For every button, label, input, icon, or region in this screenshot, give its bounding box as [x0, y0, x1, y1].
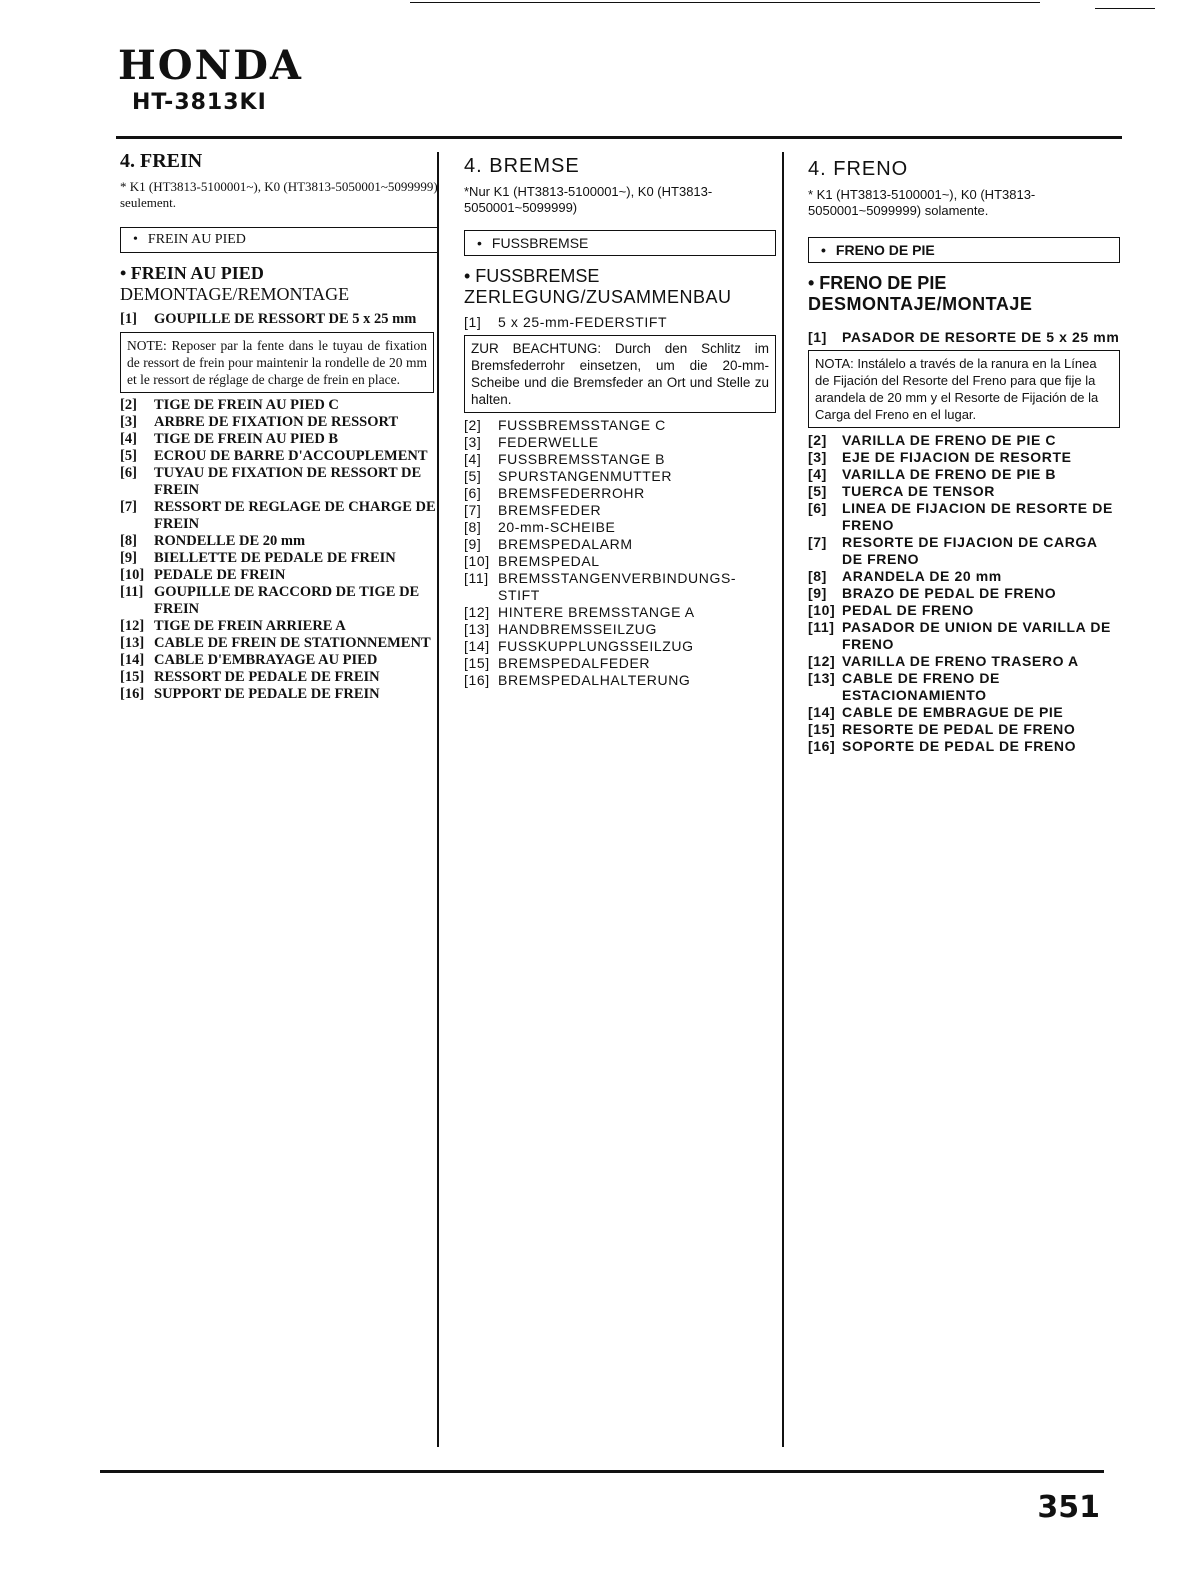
item-text: 5 x 25-mm-FEDERSTIFT [498, 314, 668, 330]
item-number: [14] [464, 638, 490, 654]
first-item-list [808, 329, 1120, 346]
item-text: TUERCA DE TENSOR [842, 483, 995, 499]
column-spanish [808, 158, 1120, 755]
item-text: FEDERWELLE [498, 434, 599, 450]
item-text: CABLE D'EMBRAYAGE AU PIED [154, 652, 378, 668]
list-item [808, 653, 1120, 670]
list-item [120, 567, 438, 584]
item-number: [7] [120, 499, 137, 515]
list-item [120, 652, 438, 669]
subheading: • FUSSBREMSE [464, 266, 600, 286]
item-number: [11] [120, 584, 144, 600]
item-number: [1] [808, 329, 827, 345]
list-item [120, 448, 438, 465]
section-box [120, 227, 438, 253]
subheading-procedure: ZERLEGUNG/ZUSAMMENBAU [464, 287, 732, 307]
item-text: TIGE DE FREIN ARRIERE A [154, 618, 346, 634]
note-box: NOTA: Instálelo a través de la ranura en la Línea de Fijación del Resorte del Freno para que fije la arandela de 20 mm y el Resorte de Fijación de la Carga del Freno en el lugar. [808, 350, 1120, 428]
item-number: [16] [464, 672, 490, 688]
list-item [464, 502, 776, 519]
list-item [120, 465, 438, 499]
item-text: BIELLETTE DE PEDALE DE FREIN [154, 550, 396, 566]
page-number: 351 [1037, 1490, 1100, 1525]
bullet-icon: • [133, 232, 138, 247]
list-item [464, 672, 776, 689]
parts-list [120, 397, 438, 703]
item-number: [15] [464, 655, 490, 671]
first-item-list [464, 314, 776, 331]
item-number: [2] [120, 397, 137, 413]
top-thin-rule [410, 2, 1040, 3]
list-item [808, 329, 1120, 346]
list-item [120, 397, 438, 414]
item-number: [6] [120, 465, 137, 481]
list-item [808, 568, 1120, 585]
item-text: ECROU DE BARRE D'ACCOUPLEMENT [154, 448, 428, 464]
item-text: BREMSPEDALARM [498, 536, 633, 552]
item-number: [11] [808, 619, 835, 635]
item-text: BREMSSTANGENVERBINDUNGS-STIFT [498, 570, 737, 603]
item-number: [14] [808, 704, 836, 720]
list-item [120, 618, 438, 635]
column-german [464, 155, 776, 689]
item-number: [5] [808, 483, 827, 499]
item-text: GOUPILLE DE RESSORT DE 5 x 25 mm [154, 311, 417, 327]
list-item [464, 417, 776, 434]
item-number: [9] [120, 550, 137, 566]
item-number: [13] [120, 635, 145, 651]
box-label: FREIN AU PIED [147, 232, 246, 247]
item-number: [3] [464, 434, 482, 450]
parts-list [808, 432, 1120, 755]
item-text: RESORTE DE FIJACION DE CARGA DE FRENO [842, 534, 1098, 567]
item-text: TUYAU DE FIXATION DE RESSORT DE FREIN [154, 465, 422, 498]
column-divider-2 [782, 152, 784, 1447]
item-text: SPURSTANGENMUTTER [498, 468, 673, 484]
item-text: PASADOR DE RESORTE DE 5 x 25 mm [842, 329, 1120, 345]
item-text: RESSORT DE REGLAGE DE CHARGE DE FREIN [154, 499, 436, 532]
item-text: TIGE DE FREIN AU PIED C [154, 397, 339, 413]
list-item [808, 449, 1120, 466]
item-number: [5] [120, 448, 137, 464]
list-item [464, 570, 776, 604]
bullet-icon: • [477, 235, 482, 251]
item-number: [8] [464, 519, 482, 535]
item-text: VARILLA DE FRENO TRASERO A [842, 653, 1079, 669]
item-text: SUPPORT DE PEDALE DE FREIN [154, 686, 380, 702]
item-text: CABLE DE FRENO DE ESTACIONAMIENTO [842, 670, 1000, 703]
list-item [120, 584, 438, 618]
item-number: [10] [120, 567, 145, 583]
item-text: PASADOR DE UNION DE VARILLA DE FRENO [842, 619, 1111, 652]
subheading-procedure: DEMONTAGE/REMONTAGE [120, 284, 350, 304]
list-item [120, 550, 438, 567]
item-number: [8] [808, 568, 827, 584]
list-item [464, 553, 776, 570]
item-text: ARBRE DE FIXATION DE RESSORT [154, 414, 399, 430]
item-text: HANDBREMSSEILZUG [498, 621, 657, 637]
list-item [464, 434, 776, 451]
list-item [464, 536, 776, 553]
list-item [808, 534, 1120, 568]
top-right-dash [1095, 8, 1155, 9]
item-number: [1] [120, 311, 137, 327]
item-text: GOUPILLE DE RACCORD DE TIGE DE FREIN [154, 584, 420, 617]
item-text: FUSSKUPPLUNGSSEILZUG [498, 638, 694, 654]
list-item [808, 670, 1120, 704]
list-item [464, 485, 776, 502]
subheading: • FRENO DE PIE [808, 273, 947, 293]
list-item [808, 483, 1120, 500]
item-number: [12] [120, 618, 145, 634]
list-item [808, 619, 1120, 653]
list-item [808, 602, 1120, 619]
item-text: BREMSPEDALFEDER [498, 655, 651, 671]
item-number: [14] [120, 652, 145, 668]
subheading: • FREIN AU PIED [120, 263, 264, 283]
model-number: HT-3813KI [132, 90, 267, 115]
parts-list [464, 417, 776, 689]
item-text: BREMSPEDALHALTERUNG [498, 672, 691, 688]
item-text: BREMSPEDAL [498, 553, 600, 569]
box-label: FUSSBREMSE [491, 235, 589, 251]
list-item [120, 669, 438, 686]
item-number: [13] [464, 621, 490, 637]
note-box: ZUR BEACHTUNG: Durch den Schlitz im Bremsfederrohr einsetzen, um die 20-mm-Scheibe und die Bremsfeder an Ort und Stelle zu halten. [464, 335, 776, 413]
item-text: PEDALE DE FREIN [154, 567, 286, 583]
section-box [464, 230, 776, 256]
list-item [464, 604, 776, 621]
item-text: FUSSBREMSSTANGE C [498, 417, 666, 433]
item-number: [15] [808, 721, 836, 737]
list-item [120, 533, 438, 550]
list-item [464, 314, 776, 331]
item-text: SOPORTE DE PEDAL DE FRENO [842, 738, 1077, 754]
list-item [808, 432, 1120, 449]
list-item [464, 519, 776, 536]
item-number: [4] [464, 451, 482, 467]
list-item [464, 638, 776, 655]
subheading-procedure: DESMONTAJE/MONTAJE [808, 294, 1033, 314]
section-title: 4. FREIN [120, 150, 203, 172]
column-french [120, 150, 438, 703]
list-item [808, 585, 1120, 602]
note-box: NOTE: Reposer par la fente dans le tuyau de fixation de ressort de frein pour maintenir la rondelle de 20 mm et le ressort de réglage de charge de frein en place. [120, 332, 434, 393]
item-number: [9] [808, 585, 827, 601]
list-item [464, 621, 776, 638]
item-number: [7] [464, 502, 482, 518]
footer-rule [100, 1470, 1104, 1473]
item-number: [12] [808, 653, 836, 669]
item-text: HINTERE BREMSSTANGE A [498, 604, 695, 620]
section-title: 4. BREMSE [464, 155, 580, 177]
header-rule [116, 136, 1122, 139]
item-text: RESSORT DE PEDALE DE FREIN [154, 669, 380, 685]
item-number: [6] [808, 500, 827, 516]
list-item [464, 468, 776, 485]
item-number: [13] [808, 670, 836, 686]
item-text: FUSSBREMSSTANGE B [498, 451, 666, 467]
item-number: [15] [120, 669, 145, 685]
bullet-icon: • [821, 242, 826, 258]
list-item [120, 414, 438, 431]
item-text: RONDELLE DE 20 mm [154, 533, 306, 549]
item-text: BRAZO DE PEDAL DE FRENO [842, 585, 1057, 601]
item-text: EJE DE FIJACION DE RESORTE [842, 449, 1072, 465]
brand-logo: HONDA [118, 42, 303, 89]
section-box [808, 237, 1120, 263]
list-item [808, 704, 1120, 721]
box-label: FRENO DE PIE [835, 242, 935, 258]
item-number: [16] [120, 686, 145, 702]
list-item [120, 431, 438, 448]
item-number: [3] [120, 414, 137, 430]
list-item [808, 500, 1120, 534]
item-number: [8] [120, 533, 137, 549]
item-number: [9] [464, 536, 482, 552]
item-text: BREMSFEDER [498, 502, 602, 518]
item-text: VARILLA DE FRENO DE PIE C [842, 432, 1057, 448]
item-text: ARANDELA DE 20 mm [842, 568, 1002, 584]
item-text: 20-mm-SCHEIBE [498, 519, 616, 535]
item-text: VARILLA DE FRENO DE PIE B [842, 466, 1057, 482]
list-item [120, 686, 438, 703]
applicability-note: * K1 (HT3813-5100001~), K0 (HT3813-5050001~5099999) solamente. [808, 187, 1036, 218]
item-number: [11] [464, 570, 489, 586]
item-text: CABLE DE EMBRAGUE DE PIE [842, 704, 1064, 720]
list-item [464, 451, 776, 468]
list-item [808, 721, 1120, 738]
item-number: [10] [464, 553, 490, 569]
section-title: 4. FRENO [808, 158, 909, 180]
list-item [808, 738, 1120, 755]
item-number: [5] [464, 468, 482, 484]
item-number: [6] [464, 485, 482, 501]
item-number: [12] [464, 604, 490, 620]
item-number: [3] [808, 449, 827, 465]
item-text: BREMSFEDERROHR [498, 485, 645, 501]
first-item-list [120, 311, 438, 328]
item-text: CABLE DE FREIN DE STATIONNEMENT [154, 635, 431, 651]
item-text: PEDAL DE FRENO [842, 602, 974, 618]
item-number: [10] [808, 602, 836, 618]
item-number: [7] [808, 534, 827, 550]
applicability-note: * K1 (HT3813-5100001~), K0 (HT3813-5050001~5099999) seulement. [120, 179, 438, 210]
item-text: TIGE DE FREIN AU PIED B [154, 431, 339, 447]
list-item [120, 635, 438, 652]
list-item [808, 466, 1120, 483]
list-item [120, 311, 438, 328]
item-text: LINEA DE FIJACION DE RESORTE DE FRENO [842, 500, 1113, 533]
applicability-note: *Nur K1 (HT3813-5100001~), K0 (HT3813-5050001~5099999) [464, 184, 713, 215]
item-number: [2] [808, 432, 827, 448]
list-item [464, 655, 776, 672]
item-number: [4] [808, 466, 827, 482]
item-text: RESORTE DE PEDAL DE FRENO [842, 721, 1076, 737]
item-number: [4] [120, 431, 137, 447]
item-number: [16] [808, 738, 836, 754]
item-number: [1] [464, 314, 482, 330]
list-item [120, 499, 438, 533]
item-number: [2] [464, 417, 482, 433]
